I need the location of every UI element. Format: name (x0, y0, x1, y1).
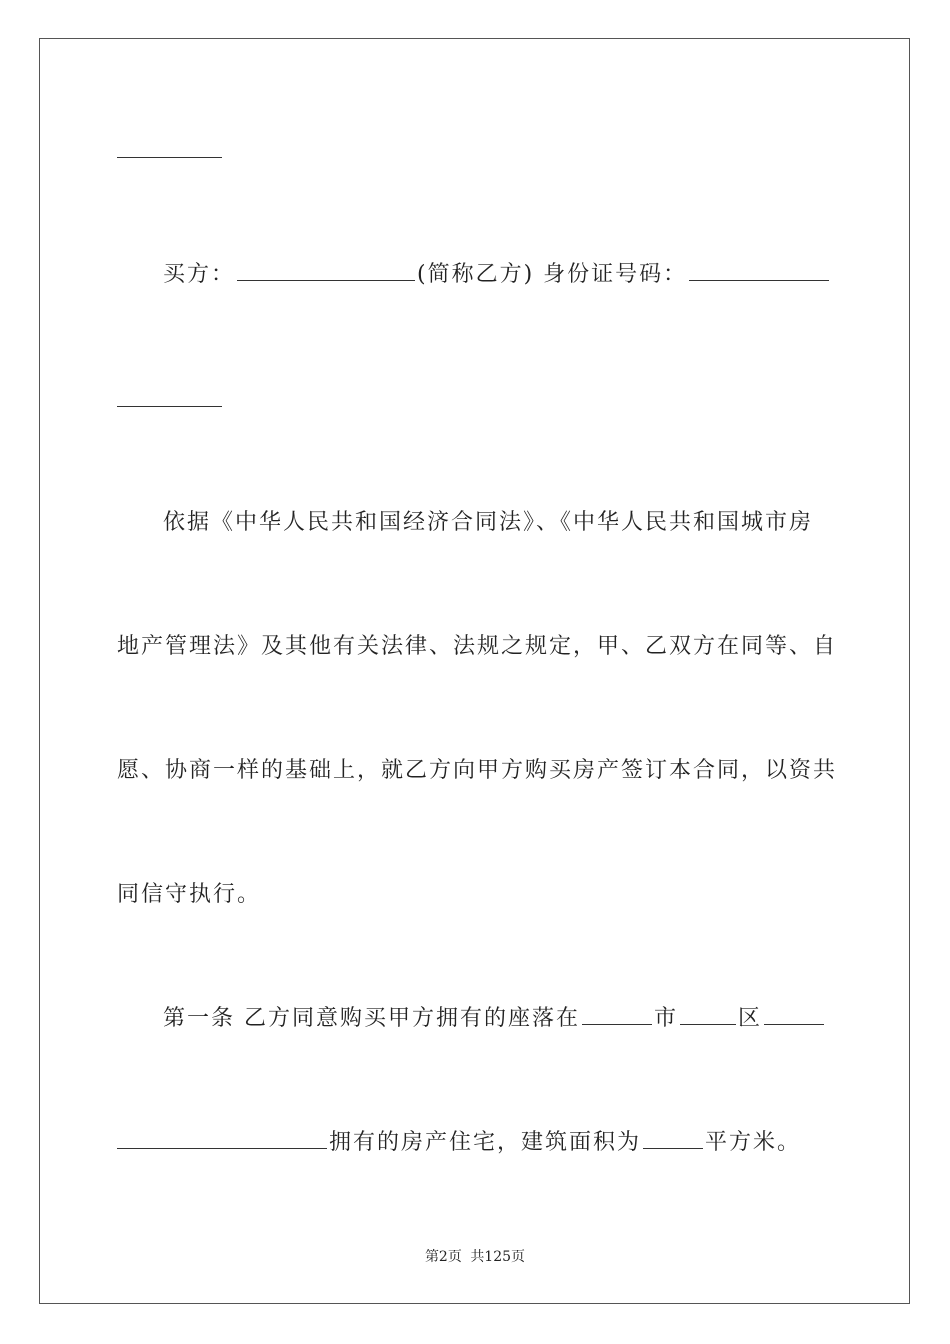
buyer-id-blank (689, 262, 829, 281)
district-blank (680, 1006, 736, 1025)
buyer-middle-text: (简称乙方) 身份证号码： (417, 262, 688, 287)
city-label: 市 (654, 1006, 679, 1031)
preamble-line-1: 依据《中华人民共和国经济合同法》、《中华人民共和国城市房 (163, 510, 814, 535)
buyer-name-blank (237, 262, 415, 281)
preamble-line-3: 愿、协商一样的基础上，就乙方向甲方购买房产签订本合同，以资共 (117, 758, 838, 783)
preamble-line-4: 同信守执行。 (117, 882, 262, 907)
article1-line-2 (117, 1128, 801, 1158)
article1-line-1 (163, 1004, 826, 1034)
page-number: 第2页 (424, 1249, 462, 1265)
address-blank (764, 1006, 824, 1025)
owner-blank (117, 1130, 327, 1149)
blank-line-buyer-id-continued (117, 406, 222, 407)
article1-line2-text: 拥有的房产住宅，建筑面积为 (329, 1130, 642, 1155)
buyer-label: 买方： (163, 262, 236, 287)
blank-line-top (117, 157, 222, 158)
district-label: 区 (738, 1006, 763, 1031)
city-blank (582, 1006, 652, 1025)
page-total: 共125页 (470, 1249, 526, 1265)
area-unit: 平方米。 (705, 1130, 802, 1155)
area-blank (643, 1130, 703, 1149)
page-frame (39, 38, 910, 1304)
article1-prefix: 第一条 乙方同意购买甲方拥有的座落在 (163, 1006, 580, 1031)
buyer-line (163, 260, 831, 290)
page-footer (0, 1246, 950, 1266)
preamble-line-2: 地产管理法》及其他有关法律、法规之规定，甲、乙双方在同等、自 (117, 634, 838, 659)
